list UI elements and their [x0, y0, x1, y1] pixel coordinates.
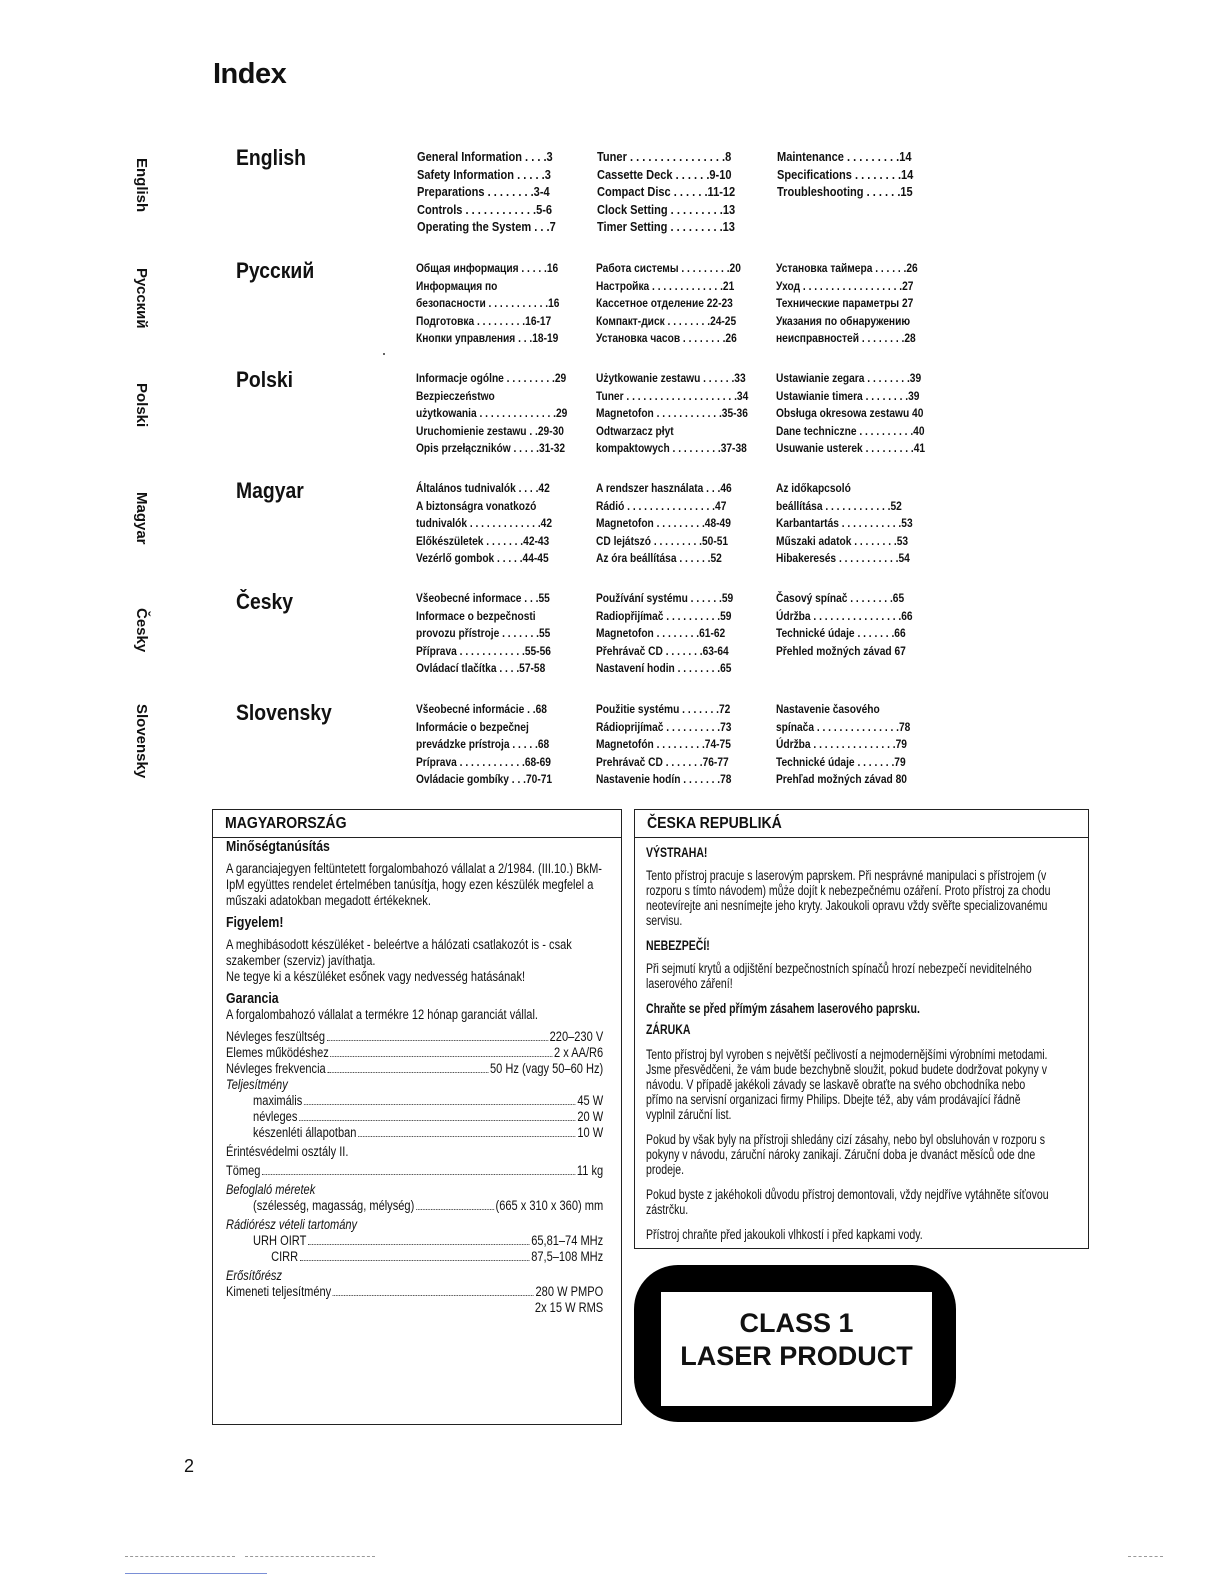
side-tab-hungarian: Magyar: [133, 492, 150, 545]
paragraph: Tento přístroj pracuje s laserovým paprskem. Při nesprávné manipulaci s přístrojem (v rozporu s tímto návodem) můże dojít k nebezpečnému ozáření. Proto přístroj za chodu neotevírejte ani nesnímejte jeho kryty. Jakoukoli opravu vždy svěřte specializovanému servisu.: [646, 868, 1051, 928]
section-title: ZÁRUKA: [646, 1022, 691, 1037]
side-tab-english: English: [133, 158, 150, 213]
paragraph: Pokud byste z jakéhokoli důvodu přístroj demontovali, vždy nejdříve vytáhněte síťovou zástrčku.: [646, 1187, 1049, 1217]
index-col-2: Użytkowanie zestawu . . . . . .33 Tuner . . . . . . . . . . . . . . . . . . . .34 Magnetofon . . . . . . . . . . . .35-36 Odtwarzacz płyt kompaktowych . . . . . . . . .37-38: [596, 371, 749, 456]
index-col-1: Všeobecné informace . . .55 Informace o bezpečnosti provozu přístroje . . . . . . .55 Příprava . . . . . . . . . . . .55-56 Ovládací tlačítka . . . .57-58: [416, 591, 551, 676]
paragraph: Přístroj chraňte před jakoukoli vlhkostí i před kapkami vody.: [646, 1227, 923, 1242]
spec-row: Elemes működéshez 2 x AA/R6: [226, 1045, 604, 1060]
side-tab-slovak: Slovensky: [133, 704, 150, 779]
spec-group-title: Erősítőrész: [226, 1268, 282, 1283]
index-col-3: Časový spínač . . . . . . . .65 Údržba . . . . . . . . . . . . . . . .66 Technické údaje . . . . . . .66 Přehled možných závad 67: [776, 591, 913, 658]
hungary-box-content: [226, 839, 611, 1316]
paragraph: A meghibásodott készüléket - beleértve a hálózati csatlakozót is - csak szakember (szerviz) javíthatja.: [226, 937, 572, 968]
stray-dot: [383, 353, 385, 355]
language-heading: Slovensky: [236, 700, 332, 725]
paragraph: A forgalombahozó vállalat a termékre 12 hónap garanciát vállal.: [226, 1007, 538, 1022]
spec-row: névleges 20 W: [253, 1109, 604, 1124]
language-heading: Polski: [236, 367, 294, 392]
side-tab-czech: Česky: [133, 608, 150, 653]
spec-group-title: Rádiórész vételi tartomány: [226, 1217, 358, 1232]
spec-row: maximális 45 W: [253, 1093, 604, 1108]
spec-group-title: Teljesítmény: [226, 1077, 288, 1092]
index-col-2: A rendszer használata . . .46 Rádió . . . . . . . . . . . . . . . .47 Magnetofon . . . . . . . . .48-49 CD lejátszó . . . . . . . . .50-51 Az óra beállítása . . . . . .52: [596, 481, 732, 566]
spec-row: Kimeneti teljesítmény 280 W PMPO: [226, 1284, 604, 1299]
index-col-3: Az időkapcsoló beállítása . . . . . . . . . . . .52 Karbantartás . . . . . . . . . . .53 Műszaki adatok . . . . . . . .53 Hibakeresés . . . . . . . . . . .54: [776, 481, 913, 566]
spec-row: Tömeg 11 kg: [226, 1163, 604, 1178]
index-col-2: Používání systému . . . . . .59 Radiopřijímač . . . . . . . . . .59 Magnetofon . . . . . . . .61-62 Přehrávač CD . . . . . . .63-64 Nastavení hodin . . . . . . . .65: [596, 591, 734, 676]
index-col-1: Všeobecné informácie . .68 Informácie o bezpečnej prevádzke prístroja . . . . .68 Príprava . . . . . . . . . . . .68-69 Ovládacie gombíky . . .70-71: [416, 702, 553, 787]
index-col-1: Informacje ogólne . . . . . . . . .29 Bezpieczeństwo użytkowania . . . . . . . . . . . . . .29 Uruchomienie zestawu . .29-30 Opis przełączników . . . . .31-32: [416, 371, 568, 456]
index-col-3: Установка таймера . . . . . .26 Уход . . . . . . . . . . . . . . . . . .27 Технические параметры 27 Указания по обнаружению неисправностей . . . . . . . .28: [776, 261, 918, 346]
paragraph: Pokud by však byly na přístroji shledány cizí zásahy, nebo byl obsluhován v rozporu s pokyny v návodu, záruční nároky zanikají. Záruční doba je dvanáct měsíců ode dne prodeje.: [646, 1132, 1045, 1177]
box-heading: ČESKA REPUBLIKÁ: [635, 810, 1088, 838]
spec-row: CIRR 87,5–108 MHz: [271, 1249, 604, 1264]
czech-box-content: [646, 845, 1052, 1252]
index-col-1: Общая информация . . . . .16 Информация по безопасности . . . . . . . . . . .16 Подготовка . . . . . . . . .16-17 Кнопки управления . . .18-19: [416, 261, 560, 346]
paragraph: Ne tegye ki a készüléket esőnek vagy nedvesség hatásának!: [226, 969, 526, 984]
spec-value: 2x 15 W RMS: [534, 1300, 604, 1315]
section-title: Chraňte se před přímým zásahem laserového paprsku.: [646, 1001, 920, 1016]
spec-group-title: Befoglaló méretek: [226, 1182, 316, 1197]
page-number: 2: [184, 1456, 195, 1476]
section-title: VÝSTRAHA!: [646, 845, 708, 860]
laser-class-text: CLASS 1: [739, 1308, 854, 1338]
language-heading: English: [236, 145, 306, 170]
index-col-3: Ustawianie zegara . . . . . . . .39 Ustawianie timera . . . . . . . .39 Obsługa okresowa zestawu 40 Dane techniczne . . . . . . . . . .40 Usuwanie usterek . . . . . . . . .41: [776, 371, 926, 456]
page-title: Index: [213, 58, 287, 90]
index-col-2: Работа системы . . . . . . . . .20 Настройка . . . . . . . . . . . . .21 Кассетное отделение 22-23 Компакт-диск . . . . . . . .24-25 Установка часов . . . . . . . .26: [596, 261, 741, 346]
language-heading: Русский: [236, 258, 315, 283]
spec-row: készenléti állapotban 10 W: [253, 1125, 604, 1140]
language-heading: Česky: [236, 589, 294, 614]
side-tab-polish: Polski: [133, 383, 150, 428]
paragraph: A garanciajegyen feltüntetett forgalombahozó vállalat a 2/1984. (III.10.) BkM-IpM együttes rendelet értelmében tanúsítja, hogy ezen készülék megfelel a műszaki adatokban megadott értékeknek.: [226, 861, 602, 908]
section-title: Minőségtanúsítás: [226, 838, 330, 855]
paragraph: Při sejmutí krytů a odjištění bezpečnostních spínačů hrozí nebezpečí neviditelného laserového záření!: [646, 961, 1032, 991]
language-heading: Magyar: [236, 478, 304, 503]
index-col-3: Nastavenie časového spínača . . . . . . . . . . . . . . .78 Údržba . . . . . . . . . . . . . . .79 Technické údaje . . . . . . .79 Prehľad možných závad 80: [776, 702, 911, 787]
box-heading: MAGYARORSZÁG: [213, 810, 621, 838]
index-col-3: Maintenance . . . . . . . . .14 Specifications . . . . . . . .14 Troubleshooting . . . . . .15: [777, 149, 914, 200]
spec-row: (szélesség, magasság, mélység) (665 x 310 x 360) mm: [253, 1198, 604, 1213]
laser-label: [661, 1292, 932, 1406]
side-tab-russian: Русский: [133, 268, 150, 329]
spec-row: Névleges frekvencia 50 Hz (vagy 50–60 Hz): [226, 1061, 604, 1076]
section-title: Garancia: [226, 990, 279, 1007]
scan-artifact: [125, 1573, 267, 1574]
section-title: NEBEZPEČÍ!: [646, 938, 710, 953]
scan-artifact: [1128, 1556, 1163, 1557]
index-col-1: Általános tudnivalók . . . .42 A biztonságra vonatkozó tudnivalók . . . . . . . . . . . . .42 Előkészületek . . . . . . .42-43 Vezérlő gombok . . . . .44-45: [416, 481, 553, 566]
index-col-2: Tuner . . . . . . . . . . . . . . . .8 Cassette Deck . . . . . .9-10 Compact Disc . . . . . .11-12 Clock Setting . . . . . . . . .13 Timer Setting . . . . . . . . .13: [597, 149, 736, 235]
laser-product-text: LASER PRODUCT: [680, 1341, 913, 1371]
protection-class: Érintésvédelmi osztály II.: [226, 1144, 349, 1159]
paragraph: Tento přístroj byl vyroben s největší pečlivostí a nejmodernějšími výrobními metodami. Jsme přesvědčeni, že vám bude bezchybně sloužit, pokud budete dodržovat pokyny v návodu. V případě jakékoli závady se laskavě obraťte na svého obchodníka nebo přímo na servisní organizaci firmy Philips. Dbejte též, aby vám prodávající řádně vyplnil záruční list.: [646, 1047, 1048, 1122]
scan-artifact: [125, 1556, 235, 1557]
index-col-2: Použitie systému . . . . . . .72 Rádioprijímač . . . . . . . . . .73 Magnetofón . . . . . . . . .74-75 Prehrávač CD . . . . . . .76-77 Nastavenie hodín . . . . . . .78: [596, 702, 732, 787]
spec-row: URH OIRT 65,81–74 MHz: [253, 1233, 604, 1248]
index-col-1: General Information . . . .3 Safety Information . . . . .3 Preparations . . . . . . . .3-4 Controls . . . . . . . . . . . .5-6 Operating the System . . .7: [417, 149, 556, 235]
spec-row: Névleges feszültség 220–230 V: [226, 1029, 604, 1044]
scan-artifact: [245, 1556, 375, 1557]
section-title: Figyelem!: [226, 914, 284, 931]
